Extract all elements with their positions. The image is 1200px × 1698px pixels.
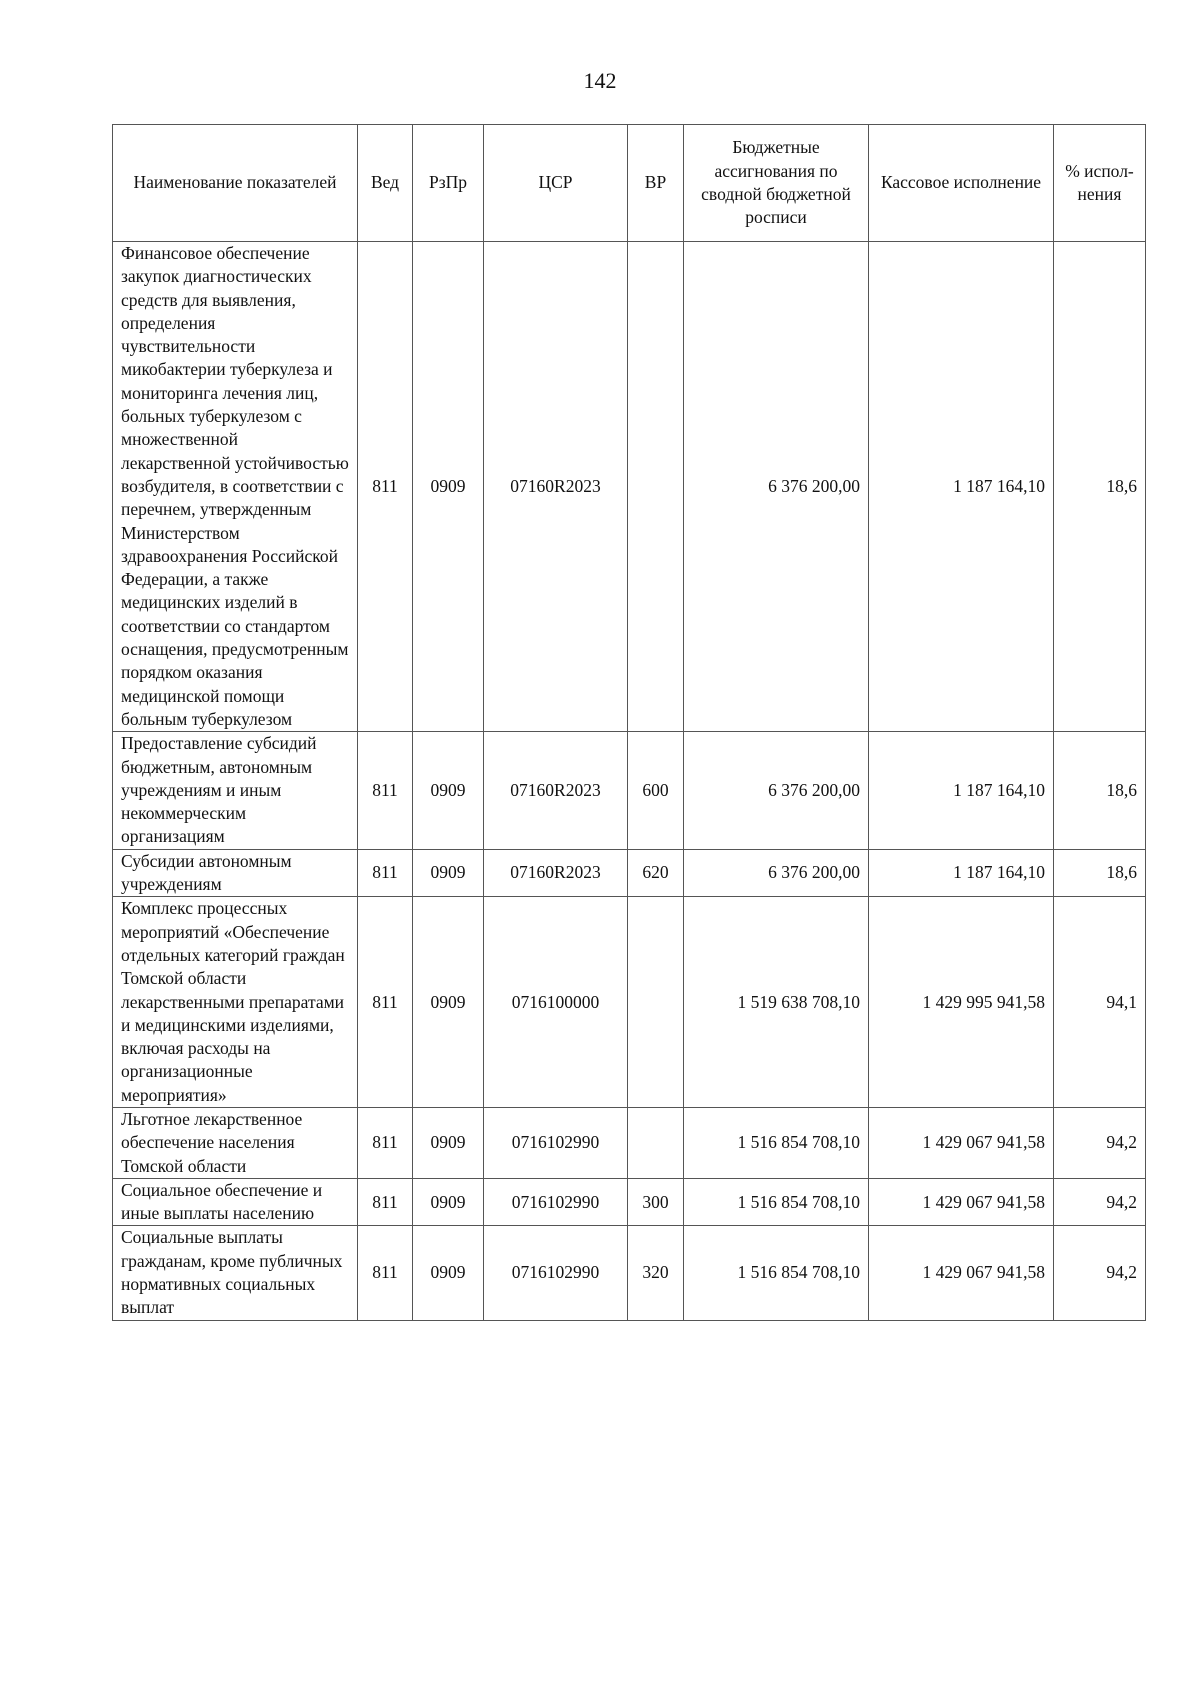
row-percent: 94,2 — [1054, 1226, 1146, 1320]
row-ved: 811 — [358, 1178, 413, 1226]
row-csr: 07160R2023 — [484, 242, 628, 732]
row-csr: 0716102990 — [484, 1178, 628, 1226]
row-cash-execution: 1 187 164,10 — [869, 242, 1054, 732]
row-ved: 811 — [358, 897, 413, 1108]
row-cash-execution: 1 429 067 941,58 — [869, 1226, 1054, 1320]
row-name: Социальные выплаты гражданам, кроме публичных нормативных социальных выплат — [113, 1226, 358, 1320]
table-row — [113, 897, 1146, 1108]
row-percent: 18,6 — [1054, 242, 1146, 732]
row-assignments: 1 516 854 708,10 — [684, 1107, 869, 1178]
row-ved: 811 — [358, 849, 413, 897]
row-assignments: 1 516 854 708,10 — [684, 1226, 869, 1320]
row-name: Финансовое обеспечение закупок диагностических средств для выявления, определения чувствительности микобактерии туберкулеза и мониторинга лечения лиц, больных туберкулезом с множественной лекарственной устойчивостью возбудителя, в соответствии с перечнем, утвержденным Министерством здравоохранения Российской Федерации, а также медицинских изделий в соответствии со стандартом оснащения, предусмотренным порядком оказания медицинской помощи больным туберкулезом — [113, 242, 358, 732]
row-assignments: 6 376 200,00 — [684, 242, 869, 732]
row-rzpr: 0909 — [413, 897, 484, 1108]
header-csr: ЦСР — [484, 125, 628, 242]
row-vr: 600 — [628, 732, 684, 849]
row-name: Льготное лекарственное обеспечение населения Томской области — [113, 1107, 358, 1178]
row-name: Субсидии автономным учреждениям — [113, 849, 358, 897]
header-rzpr: РзПр — [413, 125, 484, 242]
row-cash-execution: 1 187 164,10 — [869, 849, 1054, 897]
table-row — [113, 1226, 1146, 1320]
row-percent: 94,1 — [1054, 897, 1146, 1108]
header-cash-execution: Кассовое исполнение — [869, 125, 1054, 242]
row-rzpr: 0909 — [413, 242, 484, 732]
table-row — [113, 732, 1146, 849]
row-vr: 620 — [628, 849, 684, 897]
header-ved: Вед — [358, 125, 413, 242]
row-vr — [628, 242, 684, 732]
row-vr — [628, 1107, 684, 1178]
row-vr: 300 — [628, 1178, 684, 1226]
budget-execution-table — [112, 124, 1146, 1321]
table-header-row — [113, 125, 1146, 242]
row-rzpr: 0909 — [413, 732, 484, 849]
header-name: Наименование показателей — [113, 125, 358, 242]
row-csr: 07160R2023 — [484, 849, 628, 897]
row-cash-execution: 1 429 995 941,58 — [869, 897, 1054, 1108]
row-rzpr: 0909 — [413, 849, 484, 897]
row-rzpr: 0909 — [413, 1178, 484, 1226]
row-ved: 811 — [358, 1226, 413, 1320]
row-assignments: 6 376 200,00 — [684, 849, 869, 897]
row-rzpr: 0909 — [413, 1107, 484, 1178]
row-vr — [628, 897, 684, 1108]
row-cash-execution: 1 429 067 941,58 — [869, 1178, 1054, 1226]
header-assignments: Бюджетные ассигнования по сводной бюджетной росписи — [684, 125, 869, 242]
row-vr: 320 — [628, 1226, 684, 1320]
row-csr: 0716102990 — [484, 1107, 628, 1178]
row-cash-execution: 1 429 067 941,58 — [869, 1107, 1054, 1178]
row-percent: 94,2 — [1054, 1178, 1146, 1226]
table-row — [113, 1107, 1146, 1178]
table-row — [113, 242, 1146, 732]
table-row — [113, 1178, 1146, 1226]
row-csr: 0716100000 — [484, 897, 628, 1108]
row-percent: 18,6 — [1054, 849, 1146, 897]
row-name: Комплекс процессных мероприятий «Обеспечение отдельных категорий граждан Томской области лекарственными препаратами и медицинскими изделиями, включая расходы на организационные мероприятия» — [113, 897, 358, 1108]
row-ved: 811 — [358, 242, 413, 732]
header-percent-execution: % испол-нения — [1054, 125, 1146, 242]
row-name: Социальное обеспечение и иные выплаты населению — [113, 1178, 358, 1226]
row-csr: 0716102990 — [484, 1226, 628, 1320]
row-ved: 811 — [358, 732, 413, 849]
row-ved: 811 — [358, 1107, 413, 1178]
row-name: Предоставление субсидий бюджетным, автономным учреждениям и иным некоммерческим организациям — [113, 732, 358, 849]
row-rzpr: 0909 — [413, 1226, 484, 1320]
row-assignments: 1 519 638 708,10 — [684, 897, 869, 1108]
table-row — [113, 849, 1146, 897]
row-csr: 07160R2023 — [484, 732, 628, 849]
page-number: 142 — [583, 68, 617, 93]
row-assignments: 6 376 200,00 — [684, 732, 869, 849]
row-percent: 94,2 — [1054, 1107, 1146, 1178]
row-cash-execution: 1 187 164,10 — [869, 732, 1054, 849]
row-assignments: 1 516 854 708,10 — [684, 1178, 869, 1226]
row-percent: 18,6 — [1054, 732, 1146, 849]
header-vr: ВР — [628, 125, 684, 242]
